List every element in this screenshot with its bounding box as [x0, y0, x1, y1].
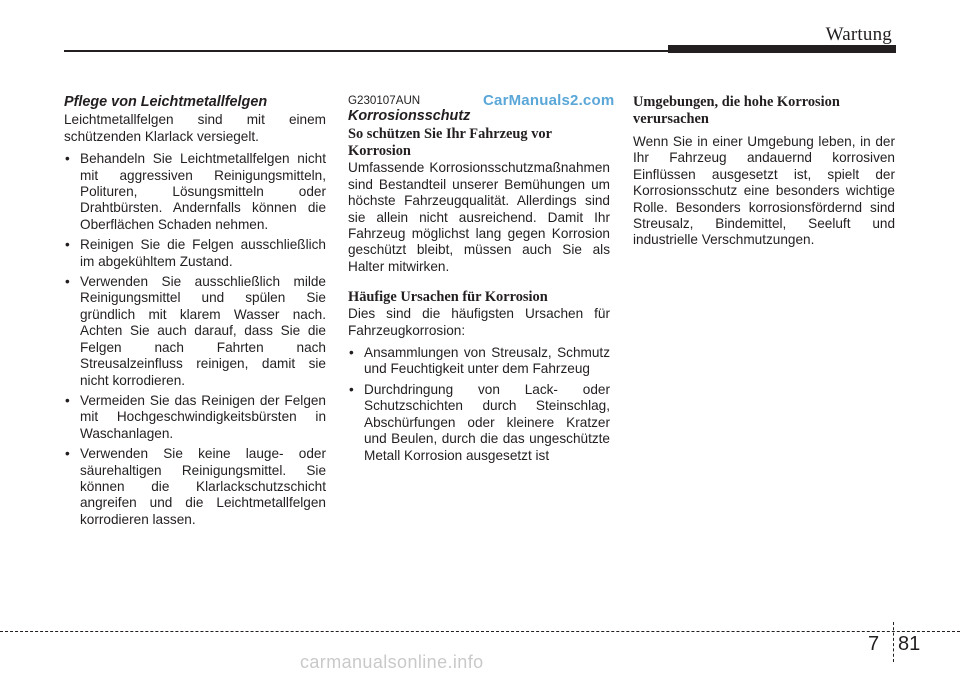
alloy-wheel-intro: Leichtmetallfelgen sind mit einem schützenden Klarlack versiegelt. — [64, 112, 326, 144]
footer-rule — [0, 631, 960, 632]
list-item: • Verwenden Sie ausschließlich milde Reinigungsmittel und spülen Sie gründlich mit klarem Wasser nach. Achten Sie auch darauf, dass Sie die Felgen nach Fahrten nach Streusalzeinfluss reinigen, damit sie nicht korrodieren. — [65, 274, 326, 388]
section-code: G230107AUN — [348, 94, 421, 107]
corrosion-heading: Korrosionsschutz — [348, 108, 471, 124]
alloy-wheel-heading: Pflege von Leichtmetallfelgen — [64, 94, 268, 110]
right-column — [633, 94, 895, 249]
environment-paragraph: Wenn Sie in einer Umgebung leben, in der Ihr Fahrzeug andauernd korrosiven Einflüssen ausgesetzt ist, spielt der Korrosionsschutz eine besonders wichtige Rolle. Besonders korrosionsfördernd sind Streusalz, Bindemittel, Seeluft und industrielle Verschmutzungen. — [633, 134, 895, 248]
watermark-logo: CarManuals2.com — [483, 92, 615, 109]
causes-paragraph: Dies sind die häufigsten Ursachen für Fahrzeugkorrosion: — [348, 306, 610, 338]
page-number: 81 — [898, 633, 921, 655]
list-item: • Ansammlungen von Streusalz, Schmutz und Feuchtigkeit unter dem Fahrzeug — [349, 345, 610, 377]
list-item: • Verwenden Sie keine lauge- oder säurehaltigen Reinigungsmittel. Sie können die Klarlackschutzschicht angreifen und die Leichtmetallfelgen korrodieren lassen. — [65, 446, 326, 527]
list-item: • Behandeln Sie Leichtmetallfelgen nicht mit aggressiven Reinigungsmitteln, Polituren, Lösungsmitteln oder Drahtbürsten. Andernfalls können die Oberflächen Schaden nehmen. — [65, 151, 326, 232]
causes-subheading: Häufige Ursachen für Korrosion — [348, 289, 548, 306]
footer-divider — [893, 622, 894, 662]
list-item: • Vermeiden Sie das Reinigen der Felgen mit Hochgeschwindigkeitsbürsten in Waschanlagen. — [65, 392, 326, 441]
chapter-number: 7 — [868, 633, 880, 655]
header-rule — [64, 50, 684, 52]
left-column — [64, 94, 326, 532]
alloy-wheel-list — [64, 151, 326, 528]
list-item: • Durchdringung von Lack- oder Schutzschichten durch Steinschlag, Abschürfungen oder kleinere Kratzer und Beulen, durch die das ungeschützte Metall Korrosion ausgesetzt ist — [349, 381, 610, 463]
protect-vehicle-subheading: So schützen Sie Ihr Fahrzeug vor Korrosion — [348, 126, 552, 160]
section-title: Wartung — [825, 24, 892, 45]
protect-vehicle-paragraph: Umfassende Korrosionsschutzmaßnahmen sind Bestandteil unserer Bemühungen um höchste Fahrzeugqualität. Allerdings sind sie allein nicht ausreichend. Damit Ihr Fahrzeug möglichst lang gegen Korrosion geschützt bleibt, müssen auch Sie als Halter mitwirken. — [348, 160, 610, 274]
environment-subheading: Umgebungen, die hohe Korrosion verursachen — [633, 94, 840, 127]
footer-watermark: carmanualsonline.info — [300, 652, 484, 672]
header-rule-bar — [668, 45, 896, 53]
middle-column — [348, 94, 610, 468]
list-item: • Reinigen Sie die Felgen ausschließlich im abgekühltem Zustand. — [65, 237, 326, 269]
causes-list — [348, 345, 610, 464]
